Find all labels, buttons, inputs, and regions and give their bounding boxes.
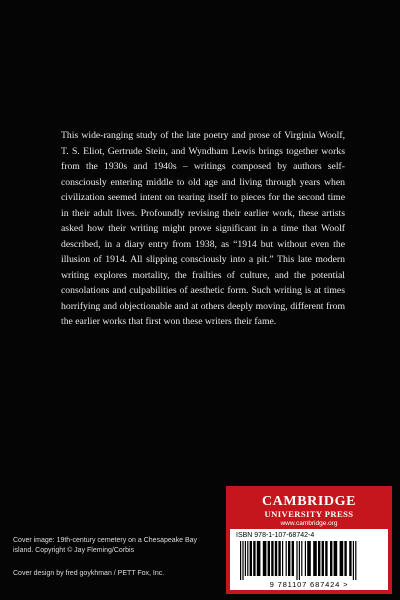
publisher-block bbox=[226, 486, 392, 594]
book-description: This wide-ranging study of the late poetry and prose of Virginia Woolf, T. S. Eliot, Gertrude Stein, and Wyndham Lewis brings together works from the 1930s and 1940s – writings composed by authors self-consciously entering middle to old age and living through years when civilization seemed intent on tearing itself to pieces for the second time in their adult lives. Profoundly revising their earlier work, these artists asked how their writing might prove significant in a time that Woolf described, in a diary entry from 1938, as “1914 but without even the illusion of 1914. All slipping consciously into a pit.” This late modern writing explores mortality, the frailties of culture, and the potential consolations and culpabilities of aesthetic form. Such writing is at times horrifying and objectionable and at others deeply moving, different from the earlier works that first won these writers their fame. bbox=[61, 130, 345, 327]
cover-image-credit: Cover image: 19th-century cemetery on a Chesapeake Bay island. Copyright © Jay Fleming/Corbis bbox=[13, 537, 198, 554]
barcode-icon bbox=[236, 541, 382, 580]
publisher-name: CAMBRIDGE bbox=[261, 494, 357, 509]
publisher-url: www.cambridge.org bbox=[280, 520, 338, 527]
publisher-subtitle: UNIVERSITY PRESS bbox=[264, 509, 354, 519]
cover-design-credit: Cover design by fred goykhman / PETT Fox, Inc. bbox=[13, 570, 165, 577]
isbn-label: ISBN 978-1-107-68742-4 bbox=[236, 532, 315, 539]
barcode-digits: 9 781107 687424 > bbox=[269, 580, 349, 589]
isbn-barcode-panel bbox=[230, 529, 388, 590]
